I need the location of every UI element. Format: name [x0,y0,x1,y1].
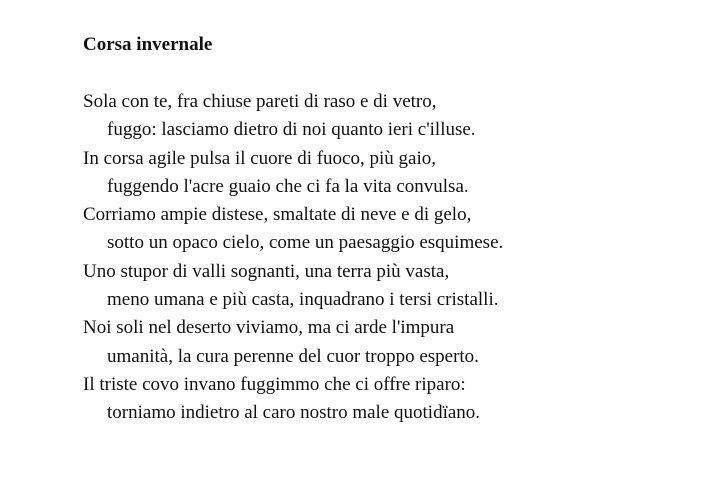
poem-line-indented: sotto un opaco cielo, come un paesaggio esquimese. [107,232,504,254]
poem [83,31,703,428]
poem-line: Il triste covo invano fuggimmo che ci offre riparo: [83,373,466,395]
poem-line-indented: meno umana e più casta, inquadrano i tersi cristalli. [107,289,499,311]
poem-line: Noi soli nel deserto viviamo, ma ci arde l'impura [83,317,455,339]
poem-title: Corsa invernale [83,34,213,55]
poem-line: In corsa agile pulsa il cuore di fuoco, più gaio, [83,147,436,169]
poem-line-indented: fuggendo l'acre guaio che ci fa la vita convulsa. [107,175,469,197]
poem-line-indented: fuggo: lasciamo dietro di noi quanto ieri c'illuse. [107,119,476,141]
poem-line: Corriamo ampie distese, smaltate di neve e di gelo, [83,204,472,226]
poem-line-indented: umanità, la cura perenne del cuor troppo esperto. [107,345,479,367]
poem-line: Uno stupor di valli sognanti, una terra più vasta, [83,260,450,282]
poem-line: Sola con te, fra chiuse pareti di raso e di vetro, [83,91,437,112]
poem-line-indented: torniamo indietro al caro nostro male quotidïano. [107,402,481,424]
